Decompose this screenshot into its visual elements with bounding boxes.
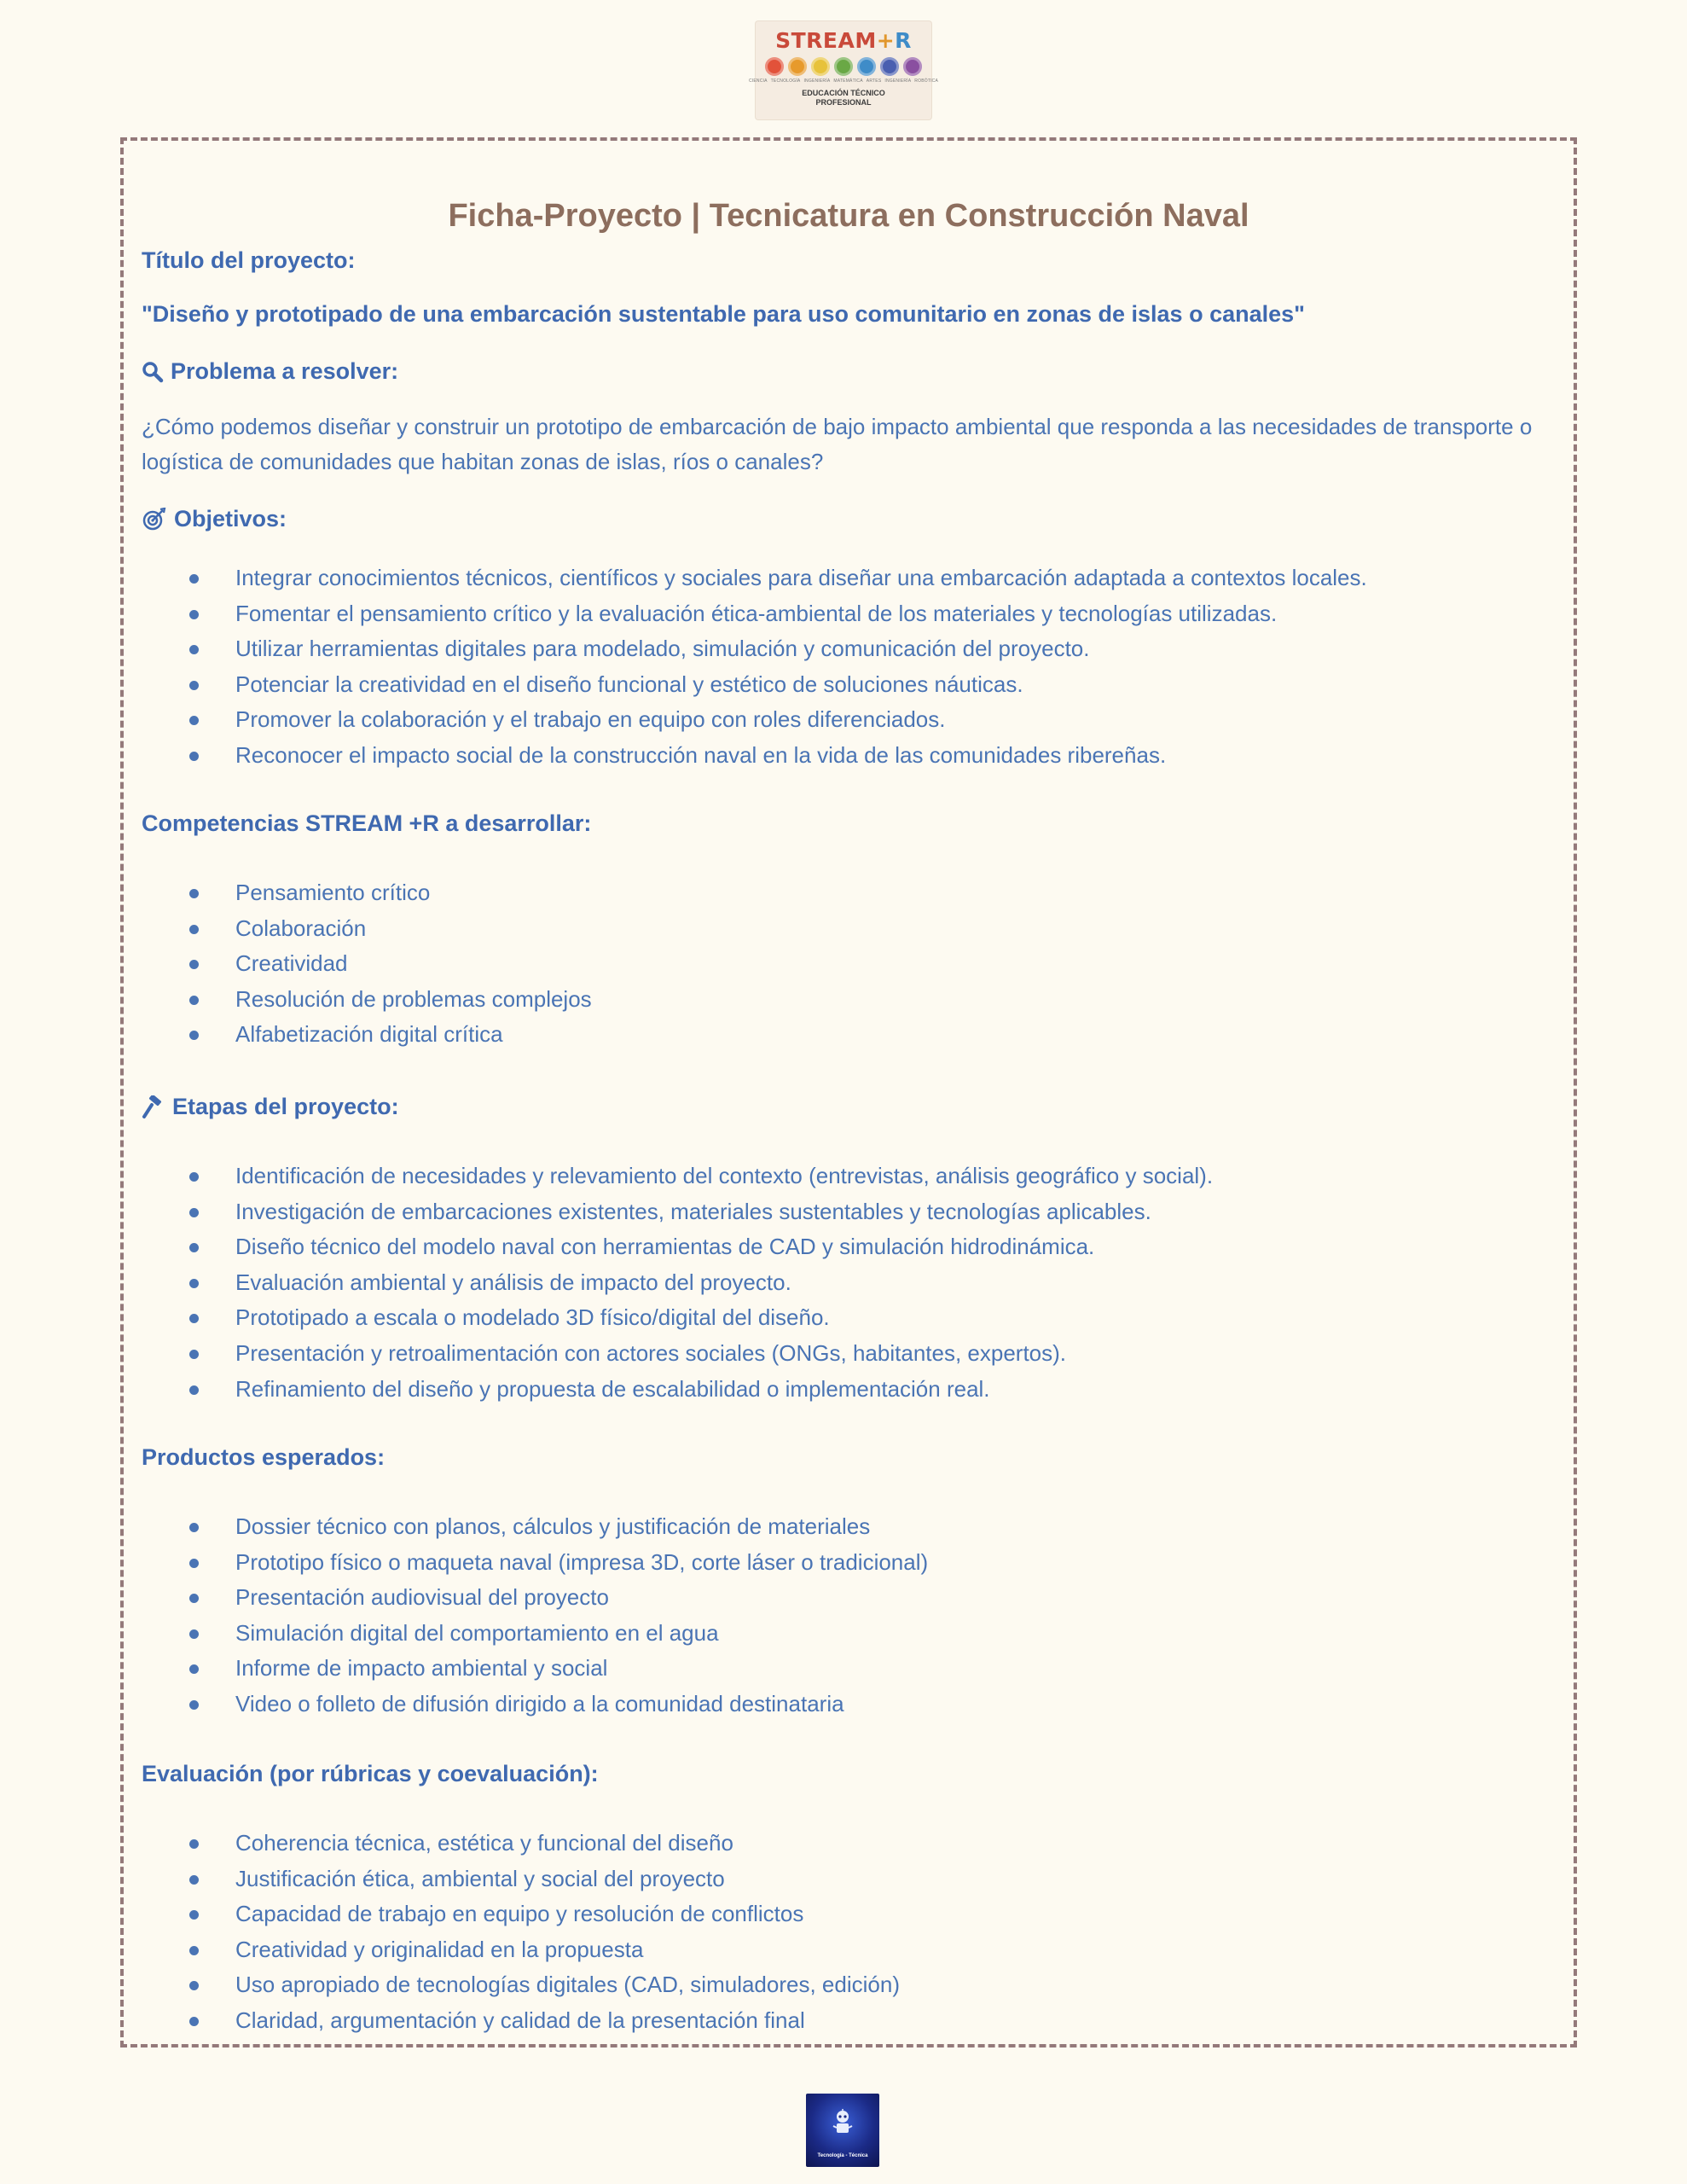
page-title: Ficha-Proyecto | Tecnicatura en Construcción Naval <box>448 198 1249 234</box>
stages-list <box>142 1159 1557 1407</box>
problem-section <box>142 358 398 385</box>
list-item: Presentación y retroalimentación con actores sociales (ONGs, habitantes, expertos). <box>142 1336 1557 1372</box>
logo-circle-icon <box>811 57 830 76</box>
hammer-icon <box>142 1095 165 1119</box>
list-item: Capacidad de trabajo en equipo y resolución de conflictos <box>142 1896 1557 1932</box>
problem-text: ¿Cómo podemos diseñar y construir un prototipo de embarcación de bajo impacto ambiental que responda a las necesidades de transporte o logística de comunidades que habitan zonas de islas, ríos o canales? <box>142 414 1533 474</box>
objectives-heading <box>142 506 287 532</box>
list-item: Potenciar la creatividad en el diseño funcional y estético de soluciones náuticas. <box>142 667 1557 703</box>
list-item: Simulación digital del comportamiento en el agua <box>142 1616 1557 1652</box>
logo-circle-label: MATEMÁTICA <box>833 78 863 84</box>
logo-circles <box>765 57 922 76</box>
problem-heading-text: Problema a resolver: <box>171 358 399 384</box>
products-heading: Productos esperados: <box>142 1444 386 1470</box>
stream-r-logo <box>748 21 939 119</box>
evaluation-section <box>142 1761 599 1787</box>
list-item: Fomentar el pensamiento crítico y la evaluación ética-ambiental de los materiales y tecnologías utilizadas. <box>142 596 1557 632</box>
list-item: Evaluación ambiental y análisis de impacto del proyecto. <box>142 1265 1557 1301</box>
list-item: Alfabetización digital crítica <box>142 1017 1557 1053</box>
stages-section <box>142 1094 399 1120</box>
list-item: Identificación de necesidades y relevamiento del contexto (entrevistas, análisis geográfico y social). <box>142 1159 1557 1194</box>
evaluation-heading: Evaluación (por rúbricas y coevaluación): <box>142 1761 599 1786</box>
objectives-list <box>142 561 1557 774</box>
logo-circle-icon <box>834 57 853 76</box>
list-item: Video o folleto de difusión dirigido a la comunidad destinataria <box>142 1687 1557 1722</box>
robot-icon <box>830 2109 855 2138</box>
list-item: Colaboración <box>142 911 1557 947</box>
logo-word-main: STREAM <box>775 28 877 53</box>
products-section <box>142 1444 385 1471</box>
list-item: Promover la colaboración y el trabajo en equipo con roles diferenciados. <box>142 702 1557 738</box>
project-title-value-section <box>142 301 1557 328</box>
stages-heading <box>142 1094 399 1120</box>
list-item: Utilizar herramientas digitales para modelado, simulación y comunicación del proyecto. <box>142 631 1557 667</box>
logo-labels <box>749 78 938 84</box>
list-item: Diseño técnico del modelo naval con herramientas de CAD y simulación hidrodinámica. <box>142 1229 1557 1265</box>
logo-circle-label: ARTES <box>866 78 882 84</box>
list-item: Prototipo físico o maqueta naval (impresa 3D, corte láser o tradicional) <box>142 1545 1557 1581</box>
competencies-list <box>142 875 1557 1053</box>
project-title-value: "Diseño y prototipado de una embarcación sustentable para uso comunitario en zonas de islas o canales" <box>142 301 1305 327</box>
target-icon <box>142 508 167 531</box>
logo-circle-icon <box>857 57 876 76</box>
list-item: Uso apropiado de tecnologías digitales (CAD, simuladores, edición) <box>142 1967 1557 2003</box>
list-item: Refinamiento del diseño y propuesta de escalabilidad o implementación real. <box>142 1372 1557 1408</box>
magnifier-icon <box>142 361 164 383</box>
list-item: Investigación de embarcaciones existentes, materiales sustentables y tecnologías aplicables. <box>142 1194 1557 1230</box>
logo-circle-label: INGENIERÍA <box>884 78 912 84</box>
logo-wordmark <box>775 30 912 51</box>
list-item: Claridad, argumentación y calidad de la presentación final <box>142 2003 1557 2039</box>
list-item: Prototipado a escala o modelado 3D físico/digital del diseño. <box>142 1300 1557 1336</box>
logo-circle-label: CIENCIA <box>748 78 768 84</box>
list-item: Integrar conocimientos técnicos, científicos y sociales para diseñar una embarcación adaptada a contextos locales. <box>142 561 1557 596</box>
tecnologia-tecnica-logo <box>806 2094 879 2167</box>
logo-word-r: R <box>895 28 912 53</box>
project-title-section <box>142 247 356 274</box>
logo-circle-label: TECNOLOGÍA <box>770 78 801 84</box>
list-item: Creatividad y originalidad en la propuesta <box>142 1932 1557 1968</box>
logo-circle-icon <box>880 57 899 76</box>
project-title-label: Título del proyecto: <box>142 247 356 273</box>
competencies-heading: Competencias STREAM +R a desarrollar: <box>142 810 592 836</box>
logo-circle-label: ROBÓTICA <box>914 78 939 84</box>
list-item: Coherencia técnica, estética y funcional del diseño <box>142 1826 1557 1862</box>
logo-circle-icon <box>903 57 922 76</box>
list-item: Creatividad <box>142 946 1557 982</box>
list-item: Dossier técnico con planos, cálculos y justificación de materiales <box>142 1509 1557 1545</box>
list-item: Resolución de problemas complejos <box>142 982 1557 1018</box>
logo-circle-label: INGENIERÍA <box>803 78 831 84</box>
evaluation-list <box>142 1826 1557 2039</box>
bottom-logo-caption: Tecnología - Técnica <box>817 2153 868 2158</box>
list-item: Presentación audiovisual del proyecto <box>142 1580 1557 1616</box>
objectives-heading-text: Objetivos: <box>174 506 287 531</box>
list-item: Justificación ética, ambiental y social del proyecto <box>142 1862 1557 1897</box>
logo-circle-icon <box>765 57 784 76</box>
list-item: Pensamiento crítico <box>142 875 1557 911</box>
products-list <box>142 1509 1557 1722</box>
problem-text-section <box>142 410 1557 479</box>
problem-heading <box>142 358 398 385</box>
list-item: Informe de impacto ambiental y social <box>142 1651 1557 1687</box>
logo-word-plus: + <box>876 28 896 53</box>
logo-circle-icon <box>788 57 807 76</box>
stages-heading-text: Etapas del proyecto: <box>172 1094 399 1119</box>
competencies-section <box>142 810 591 837</box>
objectives-section <box>142 506 287 532</box>
list-item: Reconocer el impacto social de la construcción naval en la vida de las comunidades ribereñas. <box>142 738 1557 774</box>
logo-subtitle: EDUCACIÓN TÉCNICO PROFESIONAL <box>802 89 885 107</box>
